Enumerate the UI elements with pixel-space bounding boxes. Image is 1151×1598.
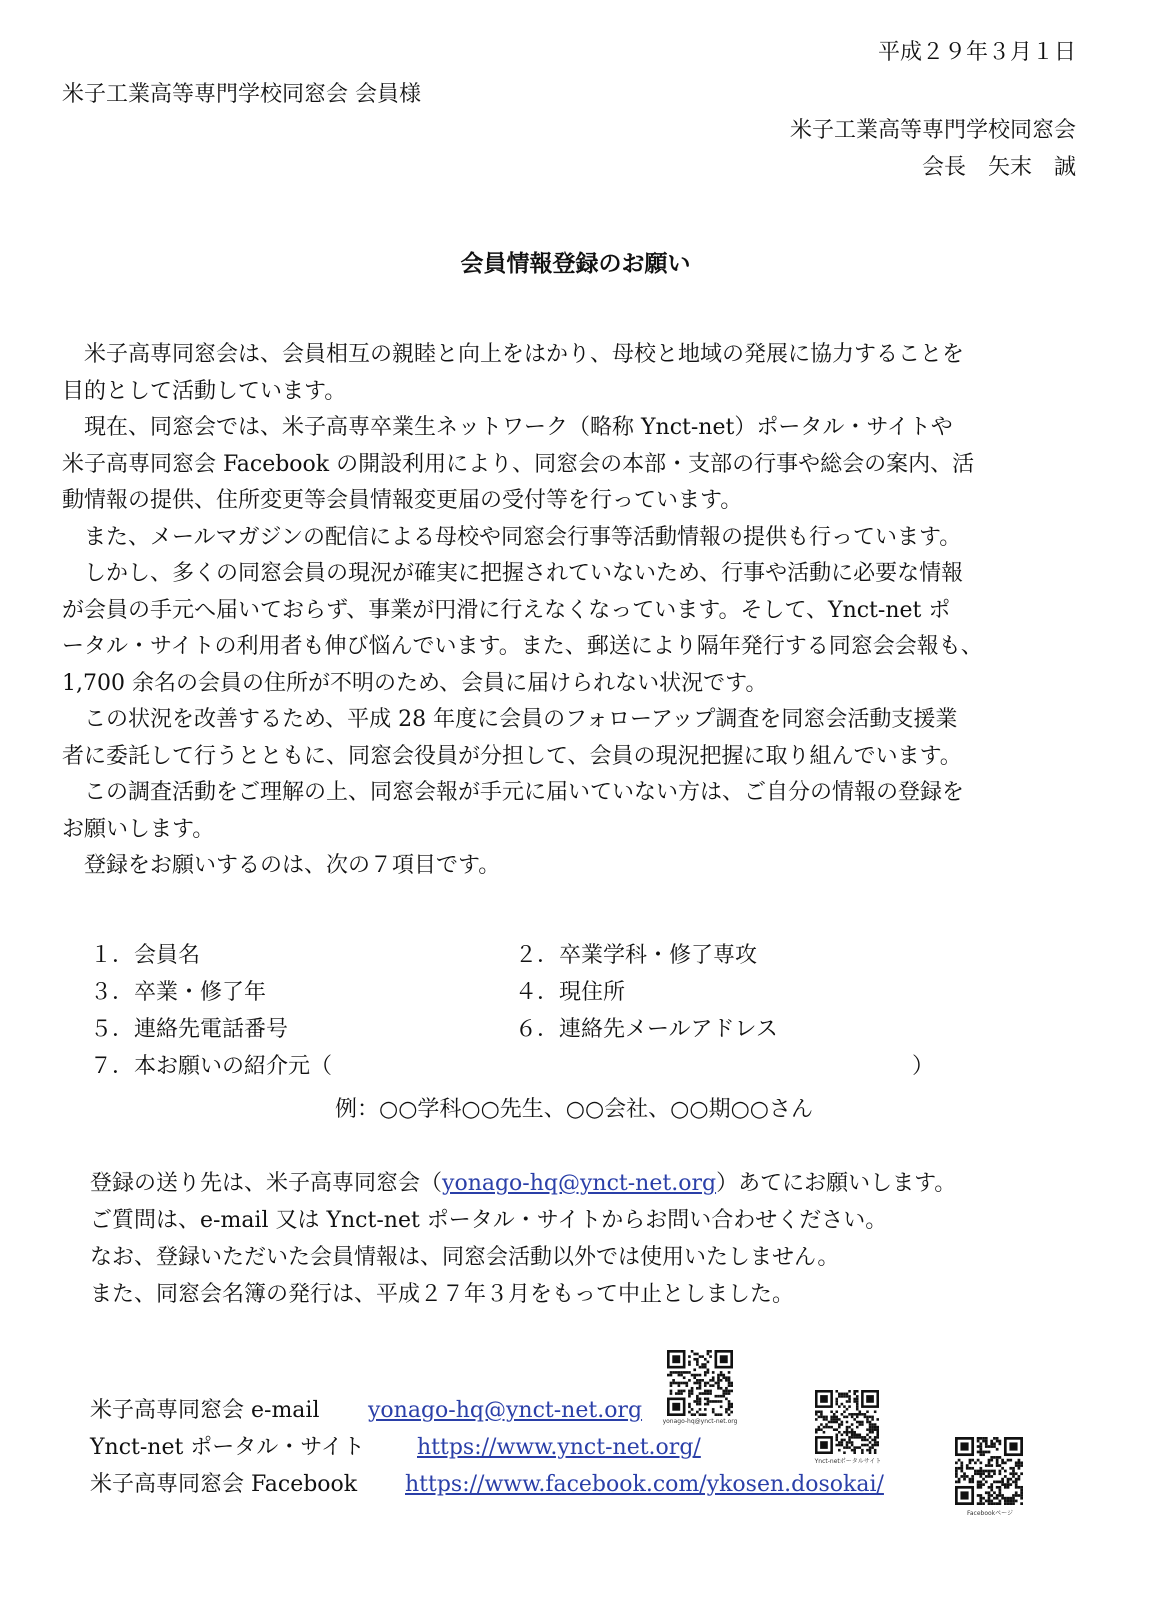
referral-example: 例：○○学科○○先生、○○会社、○○期○○さん <box>335 1097 813 1122</box>
qr-code-portal[interactable] <box>815 1390 879 1454</box>
closing-pre: 登録の送り先は、米子高専同窓会（ <box>90 1171 443 1196</box>
item-referral-close: ） <box>912 1054 935 1079</box>
qr-code-facebook[interactable] <box>955 1437 1023 1505</box>
qr-code-portal-icon <box>815 1390 879 1454</box>
body-line: また、メールマガジンの配信による母校や同窓会行事等活動情報の提供も行っています。 <box>62 524 962 550</box>
contact-facebook-row <box>90 1466 884 1503</box>
email-link[interactable]: yonago-hq@ynct-net.org <box>442 1171 717 1196</box>
qr-caption-email: yonago-hq@ynct-net.org <box>662 1418 738 1425</box>
body-line: が会員の手元へ届いておらず、事業が円滑に行えなくなっています。そして、Ynct-net ポ <box>62 597 951 623</box>
body-line: 現在、同窓会では、米子高専卒業生ネットワーク（略称 Ynct-net）ポータル・サイトや <box>62 415 953 440</box>
item-graduation-year: ３．卒業・修了年 <box>90 980 267 1005</box>
addressee: 米子工業高等専門学校同窓会 会員様 <box>62 82 421 107</box>
body-line: お願いします。 <box>62 816 215 842</box>
body-line: 登録をお願いするのは、次の７項目です。 <box>62 853 501 878</box>
closing-text <box>90 1165 956 1313</box>
closing-line: なお、登録いただいた会員情報は、同窓会活動以外では使用いたしません。 <box>90 1245 840 1270</box>
item-email: ６．連絡先メールアドレス <box>515 1017 778 1042</box>
item-phone: ５．連絡先電話番号 <box>90 1017 289 1042</box>
closing-line: ご質問は、e-mail 又は Ynct-net ポータル・サイトからお問い合わせください。 <box>90 1208 888 1233</box>
body-line: この調査活動をご理解の上、同窓会報が手元に届いていない方は、ご自分の情報の登録を <box>62 780 965 805</box>
item-member-name: １．会員名 <box>90 943 201 968</box>
qr-code-email[interactable] <box>667 1350 733 1416</box>
closing-line: また、同窓会名簿の発行は、平成２７年３月をもって中止としました。 <box>90 1282 795 1307</box>
body-text <box>62 337 1082 885</box>
item-referral: ７．本お願いの紹介元（ <box>90 1054 333 1079</box>
contact-portal-link[interactable]: https://www.ynct-net.org/ <box>417 1435 701 1460</box>
body-line: 者に委託して行うとともに、同窓会役員が分担して、会員の現況把握に取り組んでいます。 <box>62 743 962 769</box>
sender-organization: 米子工業高等専門学校同窓会 <box>789 118 1076 143</box>
contact-label: 米子高専同窓会 Facebook <box>90 1472 358 1497</box>
item-department: ２．卒業学科・修了専攻 <box>515 943 758 968</box>
contact-email-row <box>90 1392 643 1429</box>
document-date: 平成２９年３月１日 <box>877 40 1076 65</box>
item-address: ４．現住所 <box>515 980 626 1005</box>
contact-label: 米子高専同窓会 e-mail <box>90 1398 320 1423</box>
body-line: 米子高専同窓会 Facebook の開設利用により、同窓会の本部・支部の行事や総会の案内、活 <box>62 451 975 477</box>
qr-caption-portal: Ynct-netポータルサイト <box>814 1458 882 1465</box>
body-line: 動情報の提供、住所変更等会員情報変更届の受付等を行っています。 <box>62 488 743 513</box>
document-title: 会員情報登録のお願い <box>460 250 691 277</box>
closing-post: ）あてにお願いします。 <box>716 1171 957 1196</box>
body-line: 目的として活動しています。 <box>62 378 347 404</box>
body-line: 米子高専同窓会は、会員相互の親睦と向上をはかり、母校と地域の発展に協力することを <box>62 342 965 367</box>
body-line: この状況を改善するため、平成 28 年度に会員のフォローアップ調査を同窓会活動支援業 <box>62 707 958 732</box>
sender-name: 会長 矢末 誠 <box>921 155 1076 180</box>
qr-code-facebook-icon <box>955 1437 1023 1505</box>
contact-facebook-link[interactable]: https://www.facebook.com/ykosen.dosokai/ <box>405 1472 884 1497</box>
contact-portal-row <box>90 1429 701 1466</box>
body-line: 1,700 余名の会員の住所が不明のため、会員に届けられない状況です。 <box>62 670 768 696</box>
contact-email-link[interactable]: yonago-hq@ynct-net.org <box>368 1398 643 1423</box>
body-line: ータル・サイトの利用者も伸び悩んでいます。また、郵送により隔年発行する同窓会会報も、 <box>62 634 983 659</box>
qr-code-email-icon <box>667 1350 733 1416</box>
qr-caption-facebook: Facebookページ <box>966 1510 1014 1517</box>
contact-list <box>90 1392 884 1503</box>
contact-label: Ynct-net ポータル・サイト <box>90 1435 365 1460</box>
body-line: しかし、多くの同窓会員の現況が確実に把握されていないため、行事や活動に必要な情報 <box>62 561 964 586</box>
closing-line <box>90 1165 956 1202</box>
